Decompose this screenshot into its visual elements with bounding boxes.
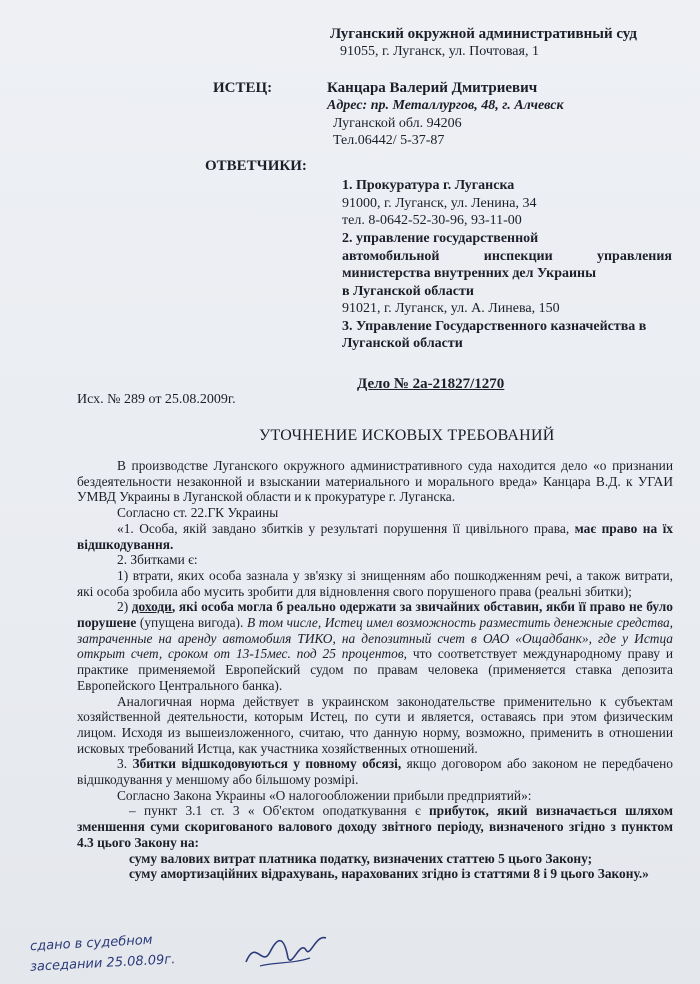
defendant-3-line-1: 3. Управление Государственного казначейства в xyxy=(342,319,647,334)
paragraph-real-losses: 1) втрати, яких особа зазнала у зв'язку зі знищенням або пошкодженням речі, а також витрати, які особа зробила або мусить зробити для відновлення свого порушеного права (реальні збитки); xyxy=(77,567,673,599)
paragraph-analogous-norm: Аналогичная норма действует в украинском законодательстве применительно к субъектам хозяйственной деятельности, которым Истец, по сути и является, оставаясь при этом физическим лицом. Исходя из вышеизложенного, считаю, что данную норму, возможно, применить в отношении исковых требований Истца, как участника хозяйственных отношений. xyxy=(77,693,673,756)
defendant-2-address: 91021, г. Луганск, ул. А. Линева, 150 xyxy=(342,301,560,316)
paragraph-article-22: Согласно ст. 22.ГК Украины xyxy=(117,505,279,521)
paragraph-point-3-1: – пункт 3.1 ст. 3 « Об'єктом оподаткування є прибуток, який визначається шляхом зменшення суми скоригованого валового доходу звітного періоду, визначеного згідно з пунктом 4.3 цього Закону на: xyxy=(77,803,673,850)
signature-icon xyxy=(240,928,330,974)
handwritten-note-line-1: сдано в судебном xyxy=(29,932,153,955)
outgoing-number: Исх. № 289 от 25.08.2009г. xyxy=(77,392,236,407)
defendant-1-phone: тел. 8-0642-52-30-96, 93-11-00 xyxy=(342,213,522,228)
defendant-3-line-2: Луганской области xyxy=(342,336,463,351)
paragraph-depreciation: суму амортизаційних відрахувань, нарахованих згідно із статтями 8 і 9 цього Закону.» xyxy=(129,866,649,882)
paragraph-losses-heading: 2. Збитками є: xyxy=(117,552,198,568)
defendant-2-line-2: автомобильной инспекции управления xyxy=(342,249,672,264)
defendant-1-address: 91000, г. Луганск, ул. Ленина, 34 xyxy=(342,196,537,211)
handwritten-note-line-2: заседании 25.08.09г. xyxy=(29,952,176,975)
document-body xyxy=(77,458,673,882)
defendants-label: ОТВЕТЧИКИ: xyxy=(205,158,307,174)
defendant-2-line-1: 2. управление государственной xyxy=(342,231,539,246)
document-title: УТОЧНЕНИЕ ИСКОВЫХ ТРЕБОВАНИЙ xyxy=(259,427,555,444)
plaintiff-address: Адрес: пр. Металлургов, 48, г. Алчевск xyxy=(327,98,564,113)
paragraph-lost-profit: 2) доходи, які особа могла б реально одержати за звичайних обставин, якби її право не було порушене (упущена вигода). В том числе, Истец имел возможность разместить денежные средства, затраченные на аренду автомобиля ТИКО, на депозитный счет в ОАО «Ощадбанк», где у Истца открыт счет, сроком от 13-15мес. под 25 процентов, что соответствует международному праву и практике применяемой Европейский судом по правам человека (применяется ставка депозита Европейского Центрального банка). xyxy=(77,599,673,693)
paragraph-gross-expenses: суму валових витрат платника податку, визначених статтею 5 цього Закону; xyxy=(129,850,593,866)
case-number: Дело № 2а-21827/1270 xyxy=(357,376,505,392)
plaintiff-name: Канцара Валерий Дмитриевич xyxy=(327,80,538,96)
defendant-1-name: 1. Прокуратура г. Луганска xyxy=(342,178,515,193)
plaintiff-label: ИСТЕЦ: xyxy=(213,80,273,96)
defendant-2-line-4: в Луганской области xyxy=(342,284,474,299)
paragraph-tax-law: Согласно Закона Украины «О налогообложении прибыли предприятий»: xyxy=(117,787,532,803)
paragraph-quote-1: «1. Особа, якій завдано збитків у результаті порушення її цивільного права, має право на їх відшкодування. xyxy=(77,520,674,552)
court-name: Луганский окружной административный суд xyxy=(330,26,637,42)
paragraph-intro: В производстве Луганского окружного административного суда находится дело «о признании бездеятельности незаконной и взыскании материального и морального вреда» Канцара В.Д. к УГАИ УМВД Украины в Луганской области и к прокуратуре г. Луганска. xyxy=(77,458,673,505)
defendant-2-line-3: министерства внутренних дел Украины xyxy=(342,266,597,281)
plaintiff-region: Луганской обл. 94206 xyxy=(333,116,462,131)
court-address: 91055, г. Луганск, ул. Почтовая, 1 xyxy=(340,44,539,59)
plaintiff-phone: Тел.06442/ 5-37-87 xyxy=(333,133,445,148)
paragraph-full-compensation: 3. Збитки відшкодовуються у повному обсязі, якщо договором або законом не передбачено відшкодування у меншому або більшому розмірі. xyxy=(77,756,673,788)
